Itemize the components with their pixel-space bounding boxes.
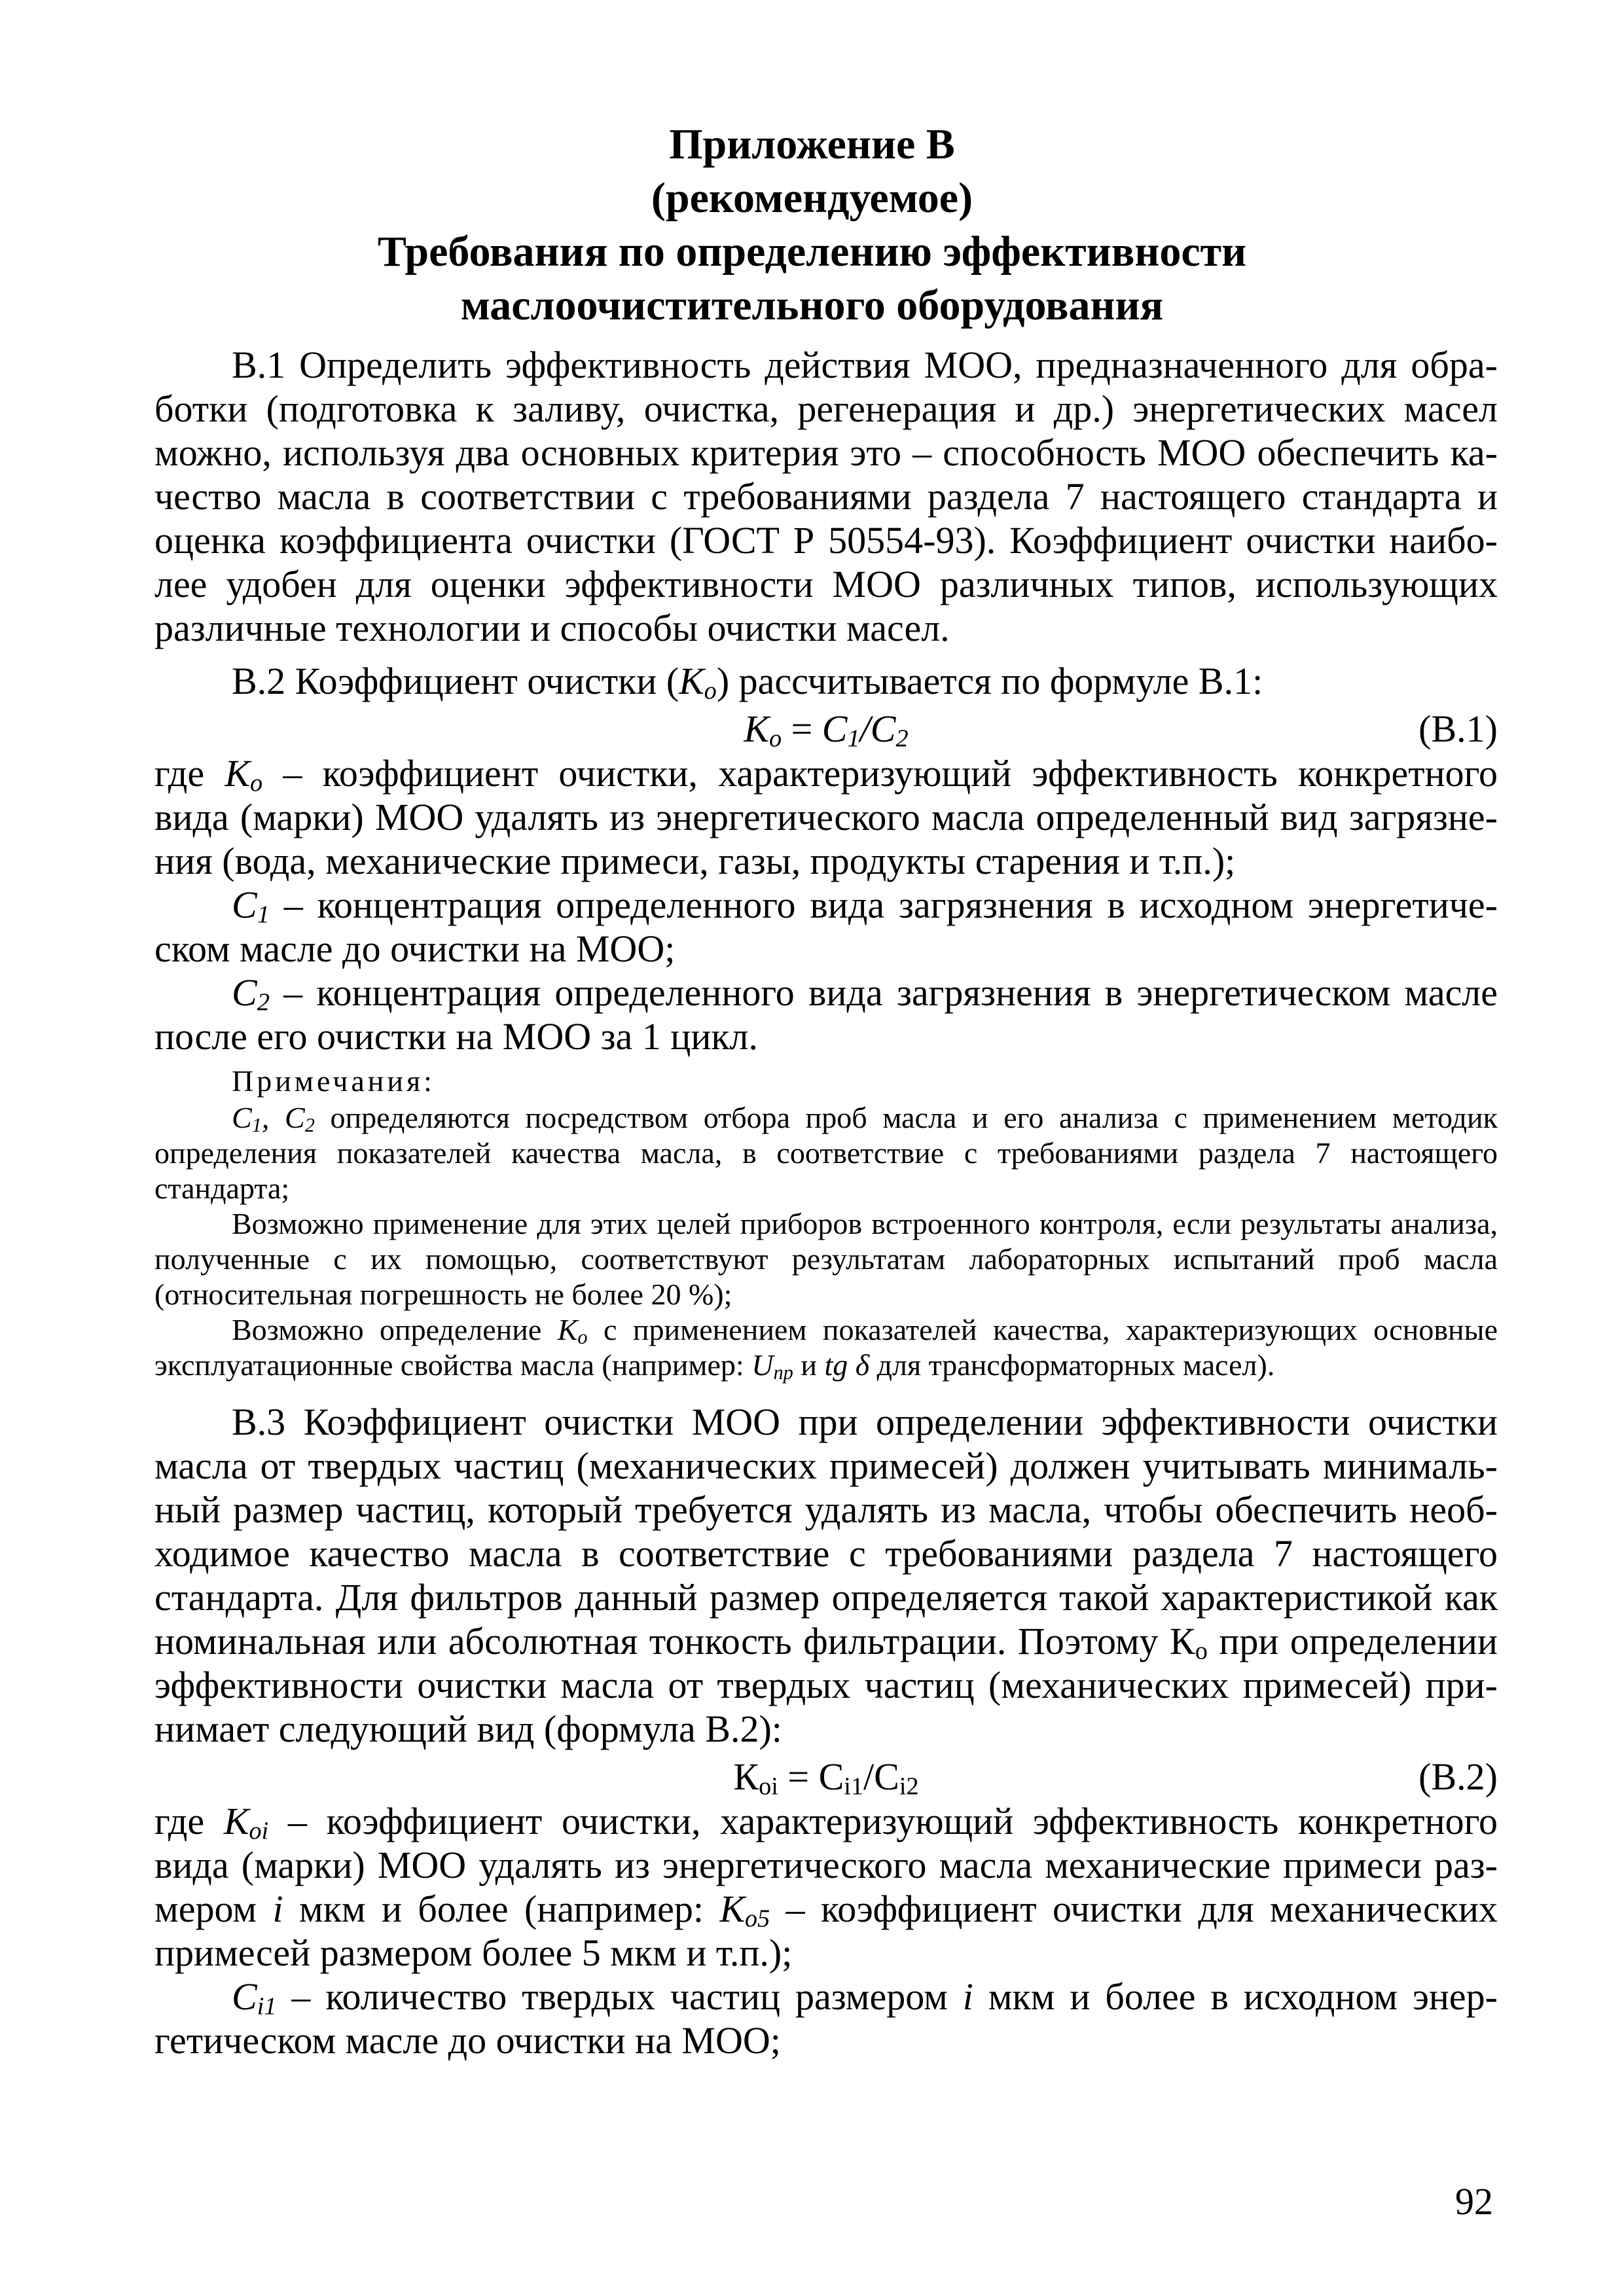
- note-1: $C_1$, $C_2$ определяются посредством отбора проб масла и его анализа с применением методик определения показателей качества масла, в соответствие с требованиями раздела 7 настоящего стандарта;: [154, 1101, 1498, 1205]
- formula-b1: [154, 707, 1498, 751]
- formula-b2-number: (В.2): [1418, 1755, 1498, 1798]
- definition-c1: $C_1$ – концентрация определенного вида загрязнения в исходном энергетическом масле до очистки на МОО;: [154, 884, 1498, 970]
- paragraph-b2: В.2 Коэффициент очистки $(К_о)$ рассчитывается по формуле В.1:: [232, 660, 1263, 705]
- note-3: Возможно определение $К_о$ с применением показателей качества, характеризующих основные эксплуатационные свойства масла (например: $U_{пр}$ и tg δ для трансформаторных масел).: [154, 1313, 1498, 1384]
- definition-ci1: $C_{i1}$ – количество твердых частиц размером i мкм и более в исходном энергетическом масле до очистки на МОО;: [154, 1975, 1498, 2062]
- paragraph-b3: В.3 Коэффициент очистки МОО при определении эффективности очистки масла от твердых частиц (механических примесей) должен учитывать минимальный размер частиц, который требуется удалять из масла, чтобы обеспечить необходимое качество масла в соответствие с требованиями раздела 7 настоящего стандарта. Для фильтров данный размер определяется такой характеристикой как номинальная или абсолютная тонкость фильтрации. Поэтому $К_о$ при определении эффективности очистки масла от твердых частиц (механических примесей) принимает следующий вид (формула В.2):: [154, 1401, 1498, 1750]
- definition-ko: где $К_о$ – коэффициент очистки, характеризующий эффективность конкретного вида (марки) МОО удалять из энергетического масла определенный вид загрязнения (вода, механические примеси, газы, продукты старения и т.п.);: [154, 752, 1498, 882]
- appendix-heading: [131, 118, 1493, 332]
- page-number: 92: [1455, 2180, 1493, 2223]
- appendix-subject-line1: Требования по определению эффективности: [377, 228, 1247, 276]
- appendix-subject-line2: маслоочистительного оборудования: [460, 281, 1164, 329]
- appendix-status: (рекомендуемое): [651, 174, 973, 222]
- appendix-title: Приложение В: [669, 120, 955, 168]
- formula-b2: [154, 1755, 1498, 1799]
- formula-b1-number: (В.1): [1418, 708, 1498, 750]
- document-body: [154, 343, 1498, 2062]
- notes-title: Примечания:: [232, 1064, 435, 1098]
- formula-b1-expression: $К_о = C_1/C_2$: [744, 708, 909, 753]
- note-2: Возможно применение для этих целей приборов встроенного контроля, если результаты анализа, полученные с их помощью, соответствуют результатам лабораторных испытаний проб масла (относительная погрешность не более 20 %);: [154, 1207, 1498, 1311]
- definition-koi: где $К_{oi}$ – коэффициент очистки, характеризующий эффективность конкретного вида (марки) МОО удалять из энергетического масла механические примеси размером i мкм и более (например: $К_{o5}$ – коэффициент очистки для механических примесей размером более 5 мкм и т.п.);: [154, 1800, 1498, 1974]
- paragraph-b1: В.1 Определить эффективность действия МОО, предназначенного для обработки (подготовка к заливу, очистка, регенерация и др.) энергетических масел можно, используя два основных критерия это – способность МОО обеспечить качество масла в соответствии с требованиями раздела 7 настоящего стандарта и оценка коэффициента очистки (ГОСТ Р 50554-93). Коэффициент очистки наиболее удобен для оценки эффективности МОО различных типов, использующих различные технологии и способы очистки масел.: [154, 344, 1498, 649]
- formula-b2-expression: $К_{oi} = C_{i1}/C_{i2}$: [733, 1755, 919, 1801]
- definition-c2: $C_2$ – концентрация определенного вида загрязнения в энергетическом масле после его очистки на МОО за 1 цикл.: [154, 971, 1498, 1058]
